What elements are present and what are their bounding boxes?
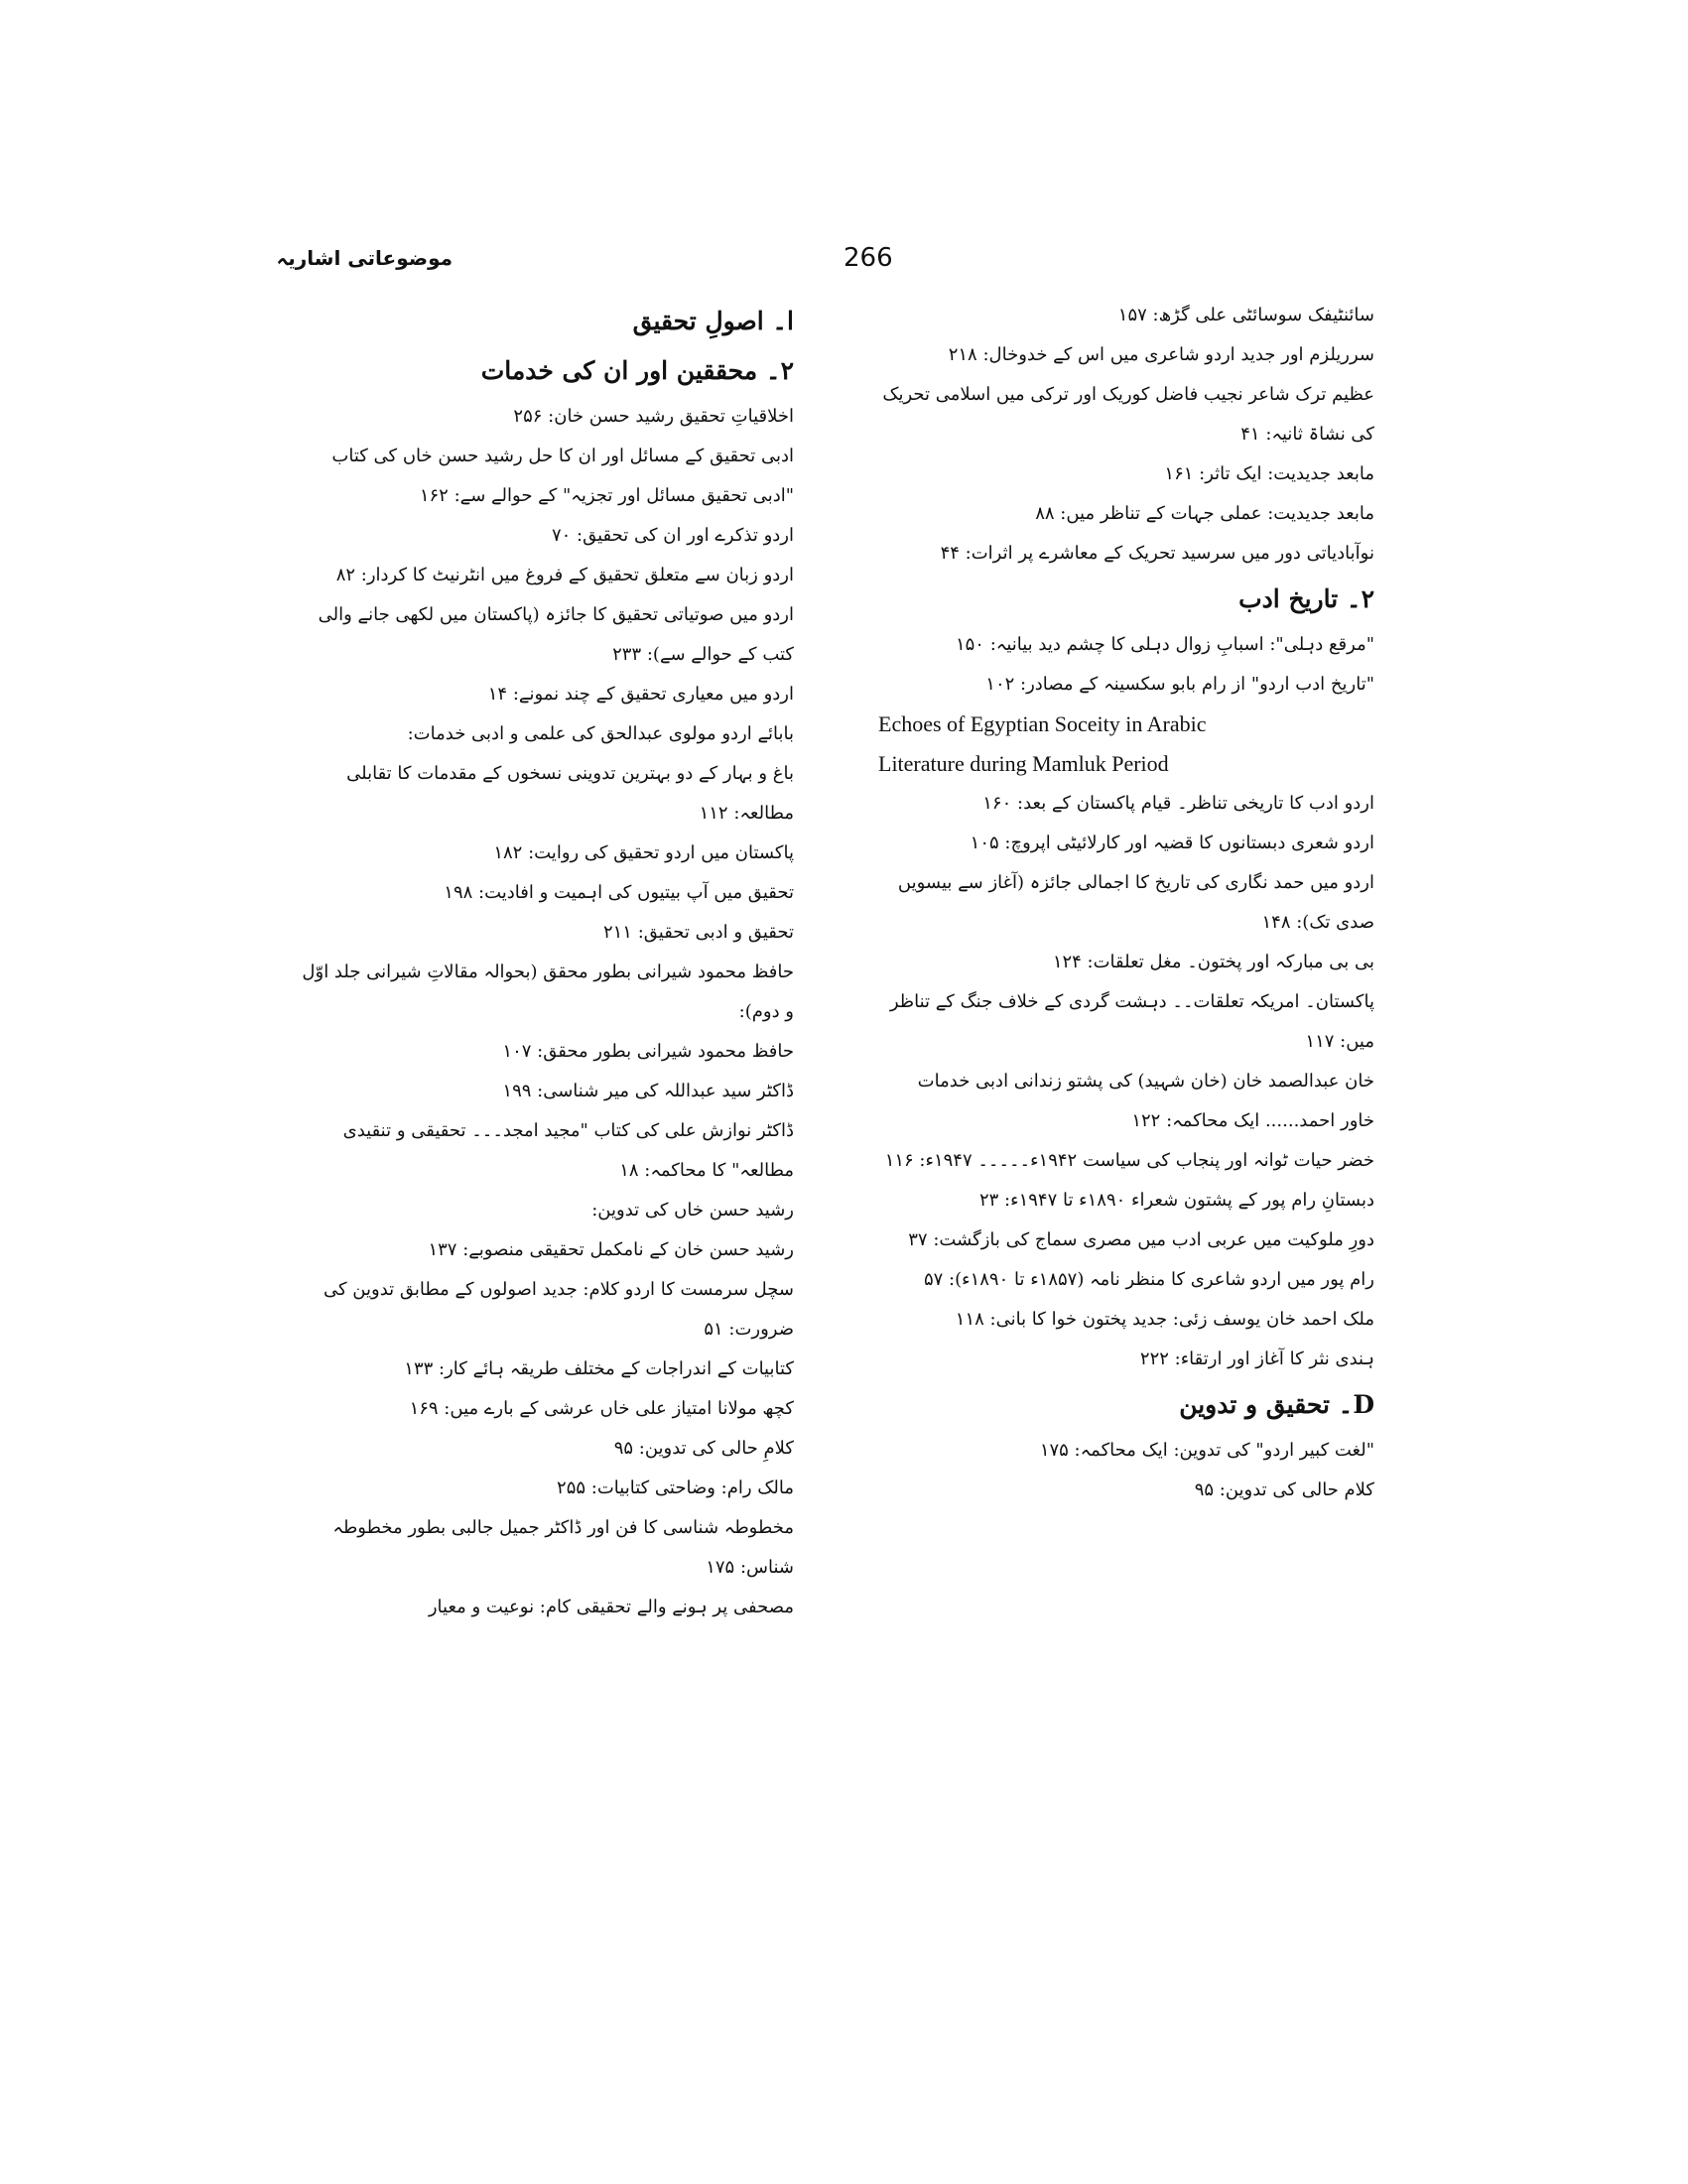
index-entry: اردو شعری دبستانوں کا قضیہ اور کارلائیٹی اپروچ: ۱۰۵ [970, 833, 1374, 853]
section-heading: D۔ تحقیق و تدوین [1179, 1390, 1374, 1419]
index-entry-latin: Literature during Mamluk Period [878, 751, 1169, 776]
index-entry: سچل سرمست کا اردو کلام: جدید اصولوں کے مطابق تدوین کی ضرورت: ۵۱ [324, 1279, 794, 1340]
index-entry: مابعد جدیدیت: عملی جہات کے تناظر میں: ۸۸ [1035, 503, 1374, 524]
index-entry: کلام حالی کی تدوین: ۹۵ [1194, 1479, 1374, 1500]
index-entry: سائنٹیفک سوسائٹی علی گڑھ: ۱۵۷ [1117, 305, 1374, 325]
section-heading: ۲۔ تاریخ ادب [1238, 584, 1374, 613]
index-entry: ڈاکٹر سید عبداللہ کی میر شناسی: ۱۹۹ [502, 1081, 794, 1101]
index-entry: رشید حسن خان کے نامکمل تحقیقی منصوبے: ۱۳۷ [428, 1239, 794, 1260]
running-title: موضوعاتی اشاریہ [276, 246, 453, 270]
index-entry: رام پور میں اردو شاعری کا منظر نامہ (۱۸۵۷ء تا ۱۸۹۰ء): ۵۷ [923, 1269, 1374, 1290]
index-entry: خاور احمد...... ایک محاکمہ: ۱۲۲ [1131, 1110, 1374, 1131]
index-entry: "مرقع دہلی": اسبابِ زوال دہلی کا چشم دید بیانیہ: ۱۵۰ [955, 634, 1374, 655]
index-entry: ادبی تحقیق کے مسائل اور ان کا حل رشید حسن خاں کی کتاب "ادبی تحقیق مسائل اور تجزیہ" کے حوالے سے: ۱۶۲ [331, 446, 794, 506]
index-entry: تحقیق میں آپ بیتیوں کی اہمیت و افادیت: ۱۹۸ [444, 882, 794, 903]
index-entry: نوآبادیاتی دور میں سرسید تحریک کے معاشرے پر اثرات: ۴۴ [940, 543, 1374, 564]
index-entry: دورِ ملوکیت میں عربی ادب میں مصری سماج کی بازگشت: ۳۷ [908, 1229, 1374, 1250]
index-entry: اردو میں معیاری تحقیق کے چند نمونے: ۱۴ [487, 684, 794, 705]
section-heading: ۲۔ محققین اور ان کی خدمات [480, 356, 794, 385]
index-entry: اردو میں حمد نگاری کی تاریخ کا اجمالی جائزہ (آغاز سے بیسویں صدی تک): ۱۴۸ [897, 872, 1374, 933]
index-entry: حافظ محمود شیرانی بطور محقق: ۱۰۷ [502, 1041, 794, 1062]
index-entry: اردو تذکرے اور ان کی تحقیق: ۷۰ [551, 525, 794, 546]
index-entry: بی بی مبارکہ اور پختون۔ مغل تعلقات: ۱۲۴ [1052, 952, 1374, 972]
index-entry: بابائے اردو مولوی عبدالحق کی علمی و ادبی خدمات: [407, 723, 794, 744]
index-entry: رشید حسن خاں کی تدوین: [591, 1200, 794, 1220]
index-entry: تحقیق و ادبی تحقیق: ۲۱۱ [602, 922, 794, 943]
index-entry: کلامِ حالی کی تدوین: ۹۵ [613, 1438, 794, 1459]
right-column [878, 296, 1374, 1510]
page-header [0, 238, 1688, 278]
index-entry: "تاریخ ادب اردو" از رام بابو سکسینہ کے مصادر: ۱۰۲ [985, 674, 1374, 695]
index-entry: اردو ادب کا تاریخی تناظر۔ قیام پاکستان کے بعد: ۱۶۰ [982, 793, 1374, 814]
index-entry: اردو زبان سے متعلق تحقیق کے فروغ میں انٹرنیٹ کا کردار: ۸۲ [335, 565, 794, 585]
index-entry: پاکستان میں اردو تحقیق کی روایت: ۱۸۲ [493, 842, 794, 863]
index-entry: اخلاقیاتِ تحقیق رشید حسن خان: ۲۵۶ [513, 406, 794, 427]
index-entry: مصحفی پر ہونے والے تحقیقی کام: نوعیت و معیار [428, 1597, 794, 1617]
index-entry: ہندی نثر کا آغاز اور ارتقاء: ۲۲۲ [1139, 1349, 1374, 1369]
index-entry: اردو میں صوتیاتی تحقیق کا جائزہ (پاکستان میں لکھی جانے والی کتب کے حوالے سے): ۲۳۳ [318, 604, 794, 665]
index-entry: عظیم ترک شاعر نجیب فاضل کوریک اور ترکی میں اسلامی تحریک کی نشاۃ ثانیہ: ۴۱ [882, 384, 1374, 445]
index-entry: پاکستان۔ امریکہ تعلقات۔۔ دہشت گردی کے خلاف جنگ کے تناظر میں: ۱۱۷ [889, 991, 1374, 1052]
index-entry: خان عبدالصمد خان (خان شہید) کی پشتو زندانی ادبی خدمات [917, 1071, 1374, 1092]
page-number: 266 [844, 243, 893, 273]
index-entry: باغ و بہار کے دو بہترین تدوینی نسخوں کے مقدمات کا تقابلی مطالعہ: ۱۱۲ [346, 763, 794, 824]
index-entry: کتابیات کے اندراجات کے مختلف طریقہ ہائے کار: ۱۳۳ [404, 1358, 794, 1379]
left-column [298, 296, 794, 1627]
index-entry: سرریلزم اور جدید اردو شاعری میں اس کے خدوخال: ۲۱۸ [948, 344, 1374, 365]
index-entry: خضر حیات ٹوانہ اور پنجاب کی سیاست ۱۹۴۲ء۔۔۔۔۔ ۱۹۴۷ء: ۱۱۶ [884, 1150, 1374, 1171]
index-entry: "لغت کبیر اردو" کی تدوین: ایک محاکمہ: ۱۷۵ [1039, 1440, 1374, 1461]
index-entry: دبستانِ رام پور کے پشتون شعراء ۱۸۹۰ء تا ۱۹۴۷ء: ۲۳ [978, 1190, 1374, 1211]
index-entry: مابعد جدیدیت: ایک تاثر: ۱۶۱ [1164, 463, 1374, 484]
index-entry: حافظ محمود شیرانی بطور محقق (بحوالہ مقالاتِ شیرانی جلد اوّل و دوم): [302, 962, 794, 1022]
index-entry: مخطوطہ شناسی کا فن اور ڈاکٹر جمیل جالبی بطور مخطوطہ شناس: ۱۷۵ [332, 1517, 794, 1578]
section-heading: ا۔ اصولِ تحقیق [632, 307, 794, 335]
index-entry: کچھ مولانا امتیاز علی خاں عرشی کے بارے میں: ۱۶۹ [409, 1398, 794, 1419]
index-entry: ڈاکٹر نوازش علی کی کتاب "مجید امجد۔۔۔ تحقیقی و تنقیدی مطالعہ" کا محاکمہ: ۱۸ [342, 1120, 794, 1181]
index-entry: مالک رام: وضاحتی کتابیات: ۲۵۵ [557, 1477, 794, 1498]
index-entry-latin: Echoes of Egyptian Soceity in Arabic [878, 711, 1207, 736]
index-entry: ملک احمد خان یوسف زئی: جدید پختون خوا کا بانی: ۱۱۸ [955, 1309, 1374, 1330]
